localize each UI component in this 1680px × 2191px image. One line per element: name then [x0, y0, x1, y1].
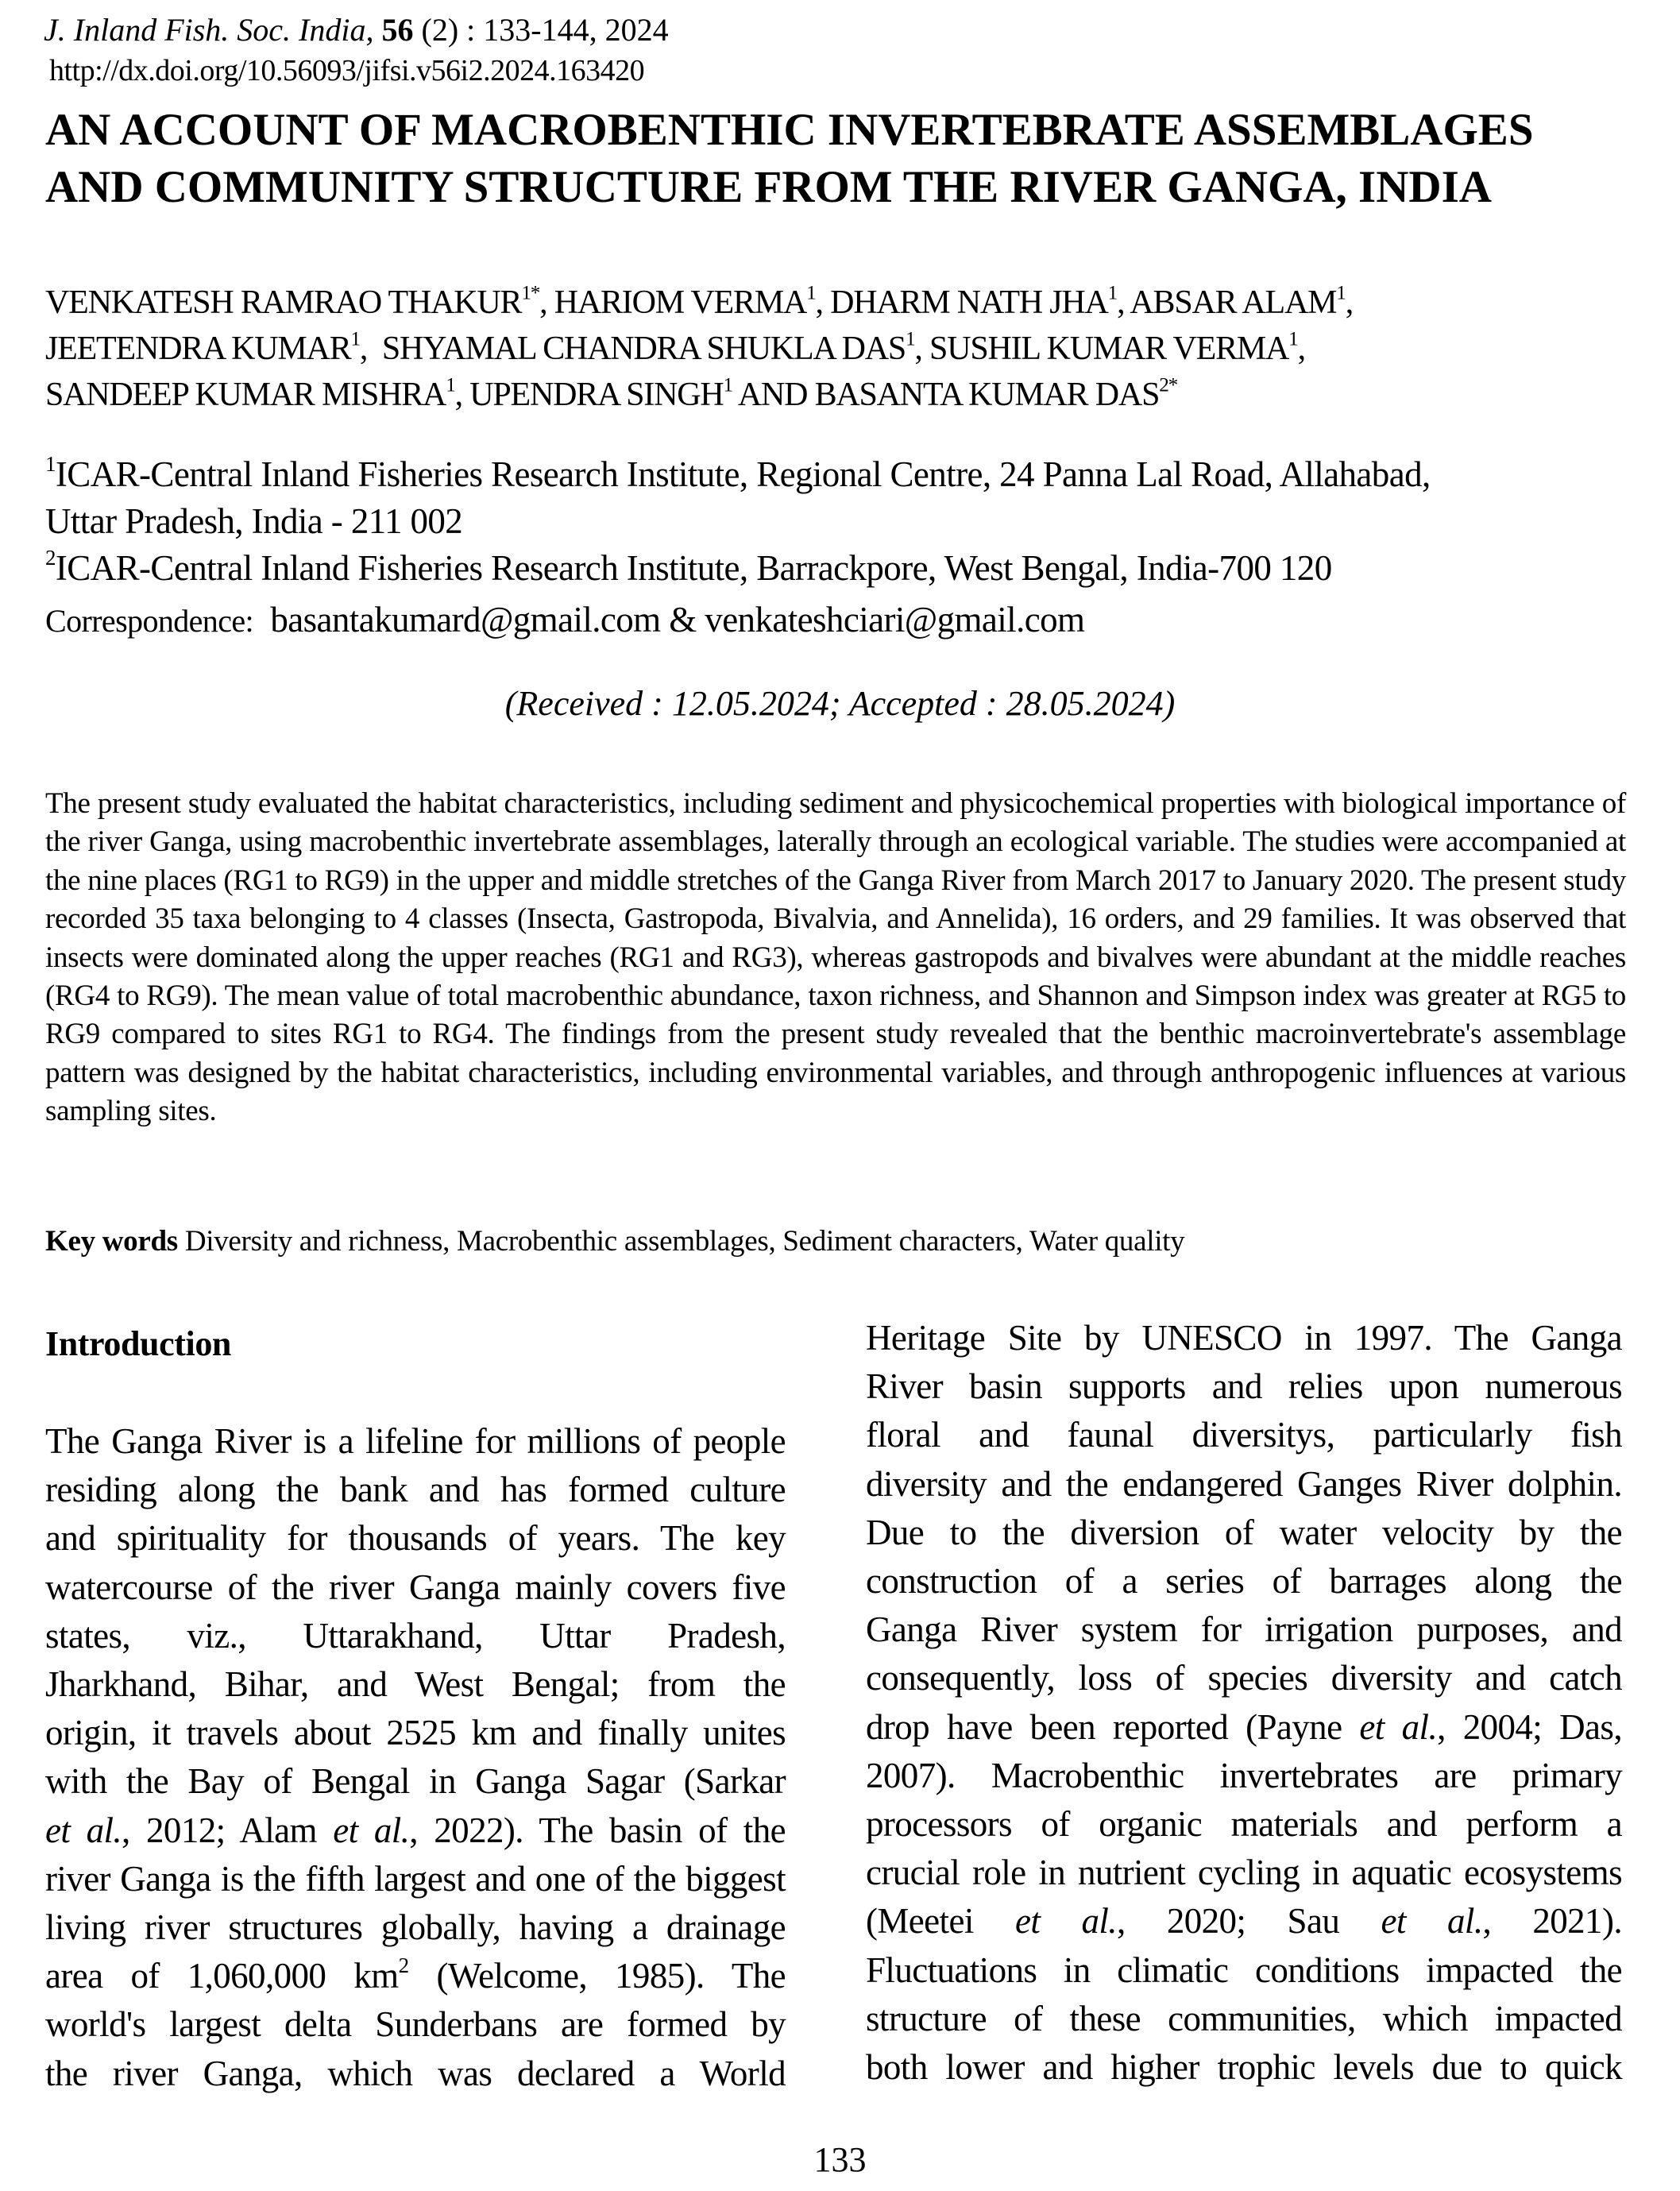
body-text: (Welcome, 1985). The — [408, 1956, 786, 1996]
author-sep: , — [1345, 284, 1353, 321]
body-line: processors of organic materials and perform a — [866, 1804, 1622, 1845]
author-sep: AND — [732, 377, 815, 413]
author-affil-mark: 1 — [446, 374, 455, 396]
author-affil-mark: 2* — [1159, 374, 1178, 396]
author-affil-mark: 1 — [723, 374, 732, 396]
affil-mark: 2 — [45, 546, 56, 570]
body-line: crucial role in nutrient cycling in aquatic ecosystems — [866, 1853, 1622, 1893]
affiliation-1 — [45, 451, 1431, 498]
title-line-2: AND COMMUNITY STRUCTURE FROM THE RIVER GANGA, INDIA — [45, 162, 1492, 212]
body-line: construction of a series of barrages along the — [866, 1561, 1622, 1602]
author-name: JEETENDRA KUMAR — [45, 330, 351, 367]
citation-etal: et al. — [1381, 1901, 1483, 1942]
body-line: floral and faunal diversitys, particularly fish — [866, 1415, 1622, 1455]
body-line — [866, 1897, 1622, 1946]
affiliation-2 — [45, 545, 1431, 592]
body-line: living river structures globally, having a drainage — [45, 1907, 786, 1948]
author-name: DHARM NATH JHA — [830, 284, 1108, 321]
page-number: 133 — [813, 2140, 867, 2179]
journal-issue-pages: (2) : 133-144, 2024 — [421, 12, 669, 48]
author-name: HARIOM VERMA — [554, 284, 807, 321]
author-sep: , — [914, 330, 930, 367]
body-line: diversity and the endangered Ganges River dolphin. — [866, 1463, 1622, 1504]
abstract: The present study evaluated the habitat characteristics, including sediment and physicochemical properties with biological importance of the river Ganga, using macrobenthic invertebrate assemblages, laterally through an ecological variable. The studies were accompanied at the nine places (RG1 to RG9) in the upper and middle stretches of the Ganga River from March 2017 to January 2020. The present study recorded 35 taxa belonging to 4 classes (Insecta, Gastropoda, Bivalvia, and Annelida), 16 orders, and 29 families. It was observed that insects were dominated along the upper reaches (RG1 and RG3), whereas gastropods and bivalves were abundant at the middle reaches (RG4 to RG9). The mean value of total macrobenthic abundance, taxon richness, and Shannon and Simpson index was greater at RG5 to RG9 compared to sites RG1 to RG4. The findings from the present study revealed that the benthic macroinvertebrate's assemblage pattern was designed by the habitat characteristics, including environmental variables, and through anthropogenic influences at various sampling sites. — [45, 787, 1626, 1128]
body-column-left — [45, 1320, 786, 2098]
body-line: Ganga River system for irrigation purposes, and — [866, 1609, 1622, 1650]
author-sep: , — [1297, 330, 1305, 367]
body-line: states, viz., Uttarakhand, Uttar Pradesh, — [45, 1615, 786, 1656]
affiliation-text: ICAR-Central Inland Fisheries Research Institute, Regional Centre, 24 Panna Lal Road, Allahabad, — [55, 454, 1431, 494]
body-line: structure of these communities, which impacted — [866, 1998, 1622, 2038]
body-text: area of 1,060,000 km — [45, 1956, 399, 1996]
superscript: 2 — [398, 1953, 409, 1978]
affiliation-text: ICAR-Central Inland Fisheries Research Institute, Barrackpore, West Bengal, India-700 120 — [55, 548, 1332, 588]
body-line — [866, 1703, 1622, 1752]
author-affil-mark: 1 — [1288, 328, 1298, 350]
correspondence-label: Correspondence: — [45, 603, 254, 639]
author-sep: , — [539, 284, 554, 321]
body-text: , 2004; Das, — [1437, 1706, 1622, 1747]
body-text: (Meetei — [866, 1901, 1015, 1942]
body-text: , 2021). — [1482, 1901, 1622, 1942]
affiliations — [45, 451, 1431, 592]
body-line: watercourse of the river Ganga mainly covers five — [45, 1567, 786, 1607]
body-line — [45, 1952, 786, 2000]
citation-etal: et al. — [1359, 1706, 1438, 1747]
author-name: UPENDRA SINGH — [469, 377, 724, 413]
body-line: origin, it travels about 2525 km and finally unites — [45, 1713, 786, 1753]
author-sep: , — [815, 284, 831, 321]
author-affil-mark: 1* — [521, 282, 540, 304]
author-line-1 — [45, 280, 1353, 326]
affiliation-1-cont: Uttar Pradesh, India - 211 002 — [45, 501, 463, 541]
correspondence — [45, 597, 1084, 643]
body-line — [45, 1807, 786, 1855]
keywords-label: Key words — [45, 1225, 178, 1258]
body-line: consequently, loss of species diversity and catch — [866, 1658, 1622, 1698]
author-affil-mark: 1 — [1107, 282, 1118, 304]
body-line: Fluctuations in climatic conditions impacted the — [866, 1949, 1622, 1990]
body-line: 2007). Macrobenthic invertebrates are primary — [866, 1755, 1622, 1795]
author-sep: , — [1117, 284, 1130, 321]
body-text: drop have been reported (Payne — [866, 1706, 1360, 1747]
author-sep: , — [359, 330, 382, 367]
correspondence-emails[interactable]: basantakumard@gmail.com & venkateshciari@gmail.com — [270, 600, 1085, 640]
author-name: BASANTA KUMAR DAS — [814, 377, 1160, 413]
body-line: Heritage Site by UNESCO in 1997. The Ganga — [866, 1318, 1622, 1358]
journal-citation — [44, 11, 669, 49]
body-line: River basin supports and relies upon numerous — [866, 1366, 1622, 1407]
body-line: both lower and higher trophic levels due to quick — [866, 2047, 1622, 2088]
body-line: with the Bay of Bengal in Ganga Sagar (Sarkar — [45, 1761, 786, 1802]
author-name: SANDEEP KUMAR MISHRA — [45, 377, 446, 413]
keywords-text: Diversity and richness, Macrobenthic assemblages, Sediment characters, Water quality — [177, 1225, 1185, 1258]
body-line: and spirituality for thousands of years. The key — [45, 1518, 786, 1559]
author-affil-mark: 1 — [1336, 282, 1346, 304]
received-accepted-dates: (Received : 12.05.2024; Accepted : 28.05.2024) — [504, 684, 1176, 723]
author-name: SUSHIL KUMAR VERMA — [929, 330, 1289, 367]
author-line-3 — [45, 372, 1353, 418]
author-line-2 — [45, 326, 1353, 372]
author-affil-mark: 1 — [906, 328, 915, 350]
doi-link[interactable]: http://dx.doi.org/10.56093/jifsi.v56i2.2024.163420 — [49, 54, 645, 87]
affil-mark: 1 — [45, 452, 56, 477]
body-line: the river Ganga, which was declared a World — [45, 2053, 786, 2093]
body-text: , 2020; Sau — [1116, 1901, 1381, 1942]
author-name: VENKATESH RAMRAO THAKUR — [45, 284, 522, 321]
author-name: ABSAR ALAM — [1130, 284, 1337, 321]
citation-etal: et al. — [45, 1810, 122, 1850]
body-text: , 2012; Alam — [122, 1810, 334, 1850]
author-list — [45, 280, 1353, 418]
body-line: Due to the diversion of water velocity by the — [866, 1512, 1622, 1552]
citation-etal: et al. — [333, 1810, 410, 1850]
paper-title — [45, 102, 1634, 216]
title-line-1: AN ACCOUNT OF MACROBENTHIC INVERTEBRATE ASSEMBLAGES — [45, 105, 1534, 155]
body-text: , 2022). The basin of the — [409, 1810, 786, 1850]
section-heading-introduction: Introduction — [45, 1324, 231, 1363]
journal-name: J. Inland Fish. Soc. India, — [44, 12, 374, 48]
body-column-right — [866, 1314, 1622, 2092]
body-line: world's largest delta Sunderbans are formed by — [45, 2004, 786, 2045]
author-name: SHYAMAL CHANDRA SHUKLA DAS — [381, 330, 906, 367]
author-affil-mark: 1 — [806, 282, 816, 304]
body-line: Jharkhand, Bihar, and West Bengal; from the — [45, 1664, 786, 1705]
keywords — [45, 1223, 1184, 1260]
body-line: residing along the bank and has formed culture — [45, 1470, 786, 1510]
author-affil-mark: 1 — [350, 328, 360, 350]
body-line: The Ganga River is a lifeline for millions of people — [45, 1421, 786, 1461]
author-sep: , — [454, 377, 470, 413]
journal-volume: 56 — [381, 12, 414, 48]
body-line: river Ganga is the fifth largest and one of the biggest — [45, 1858, 786, 1899]
citation-etal: et al. — [1014, 1901, 1117, 1942]
